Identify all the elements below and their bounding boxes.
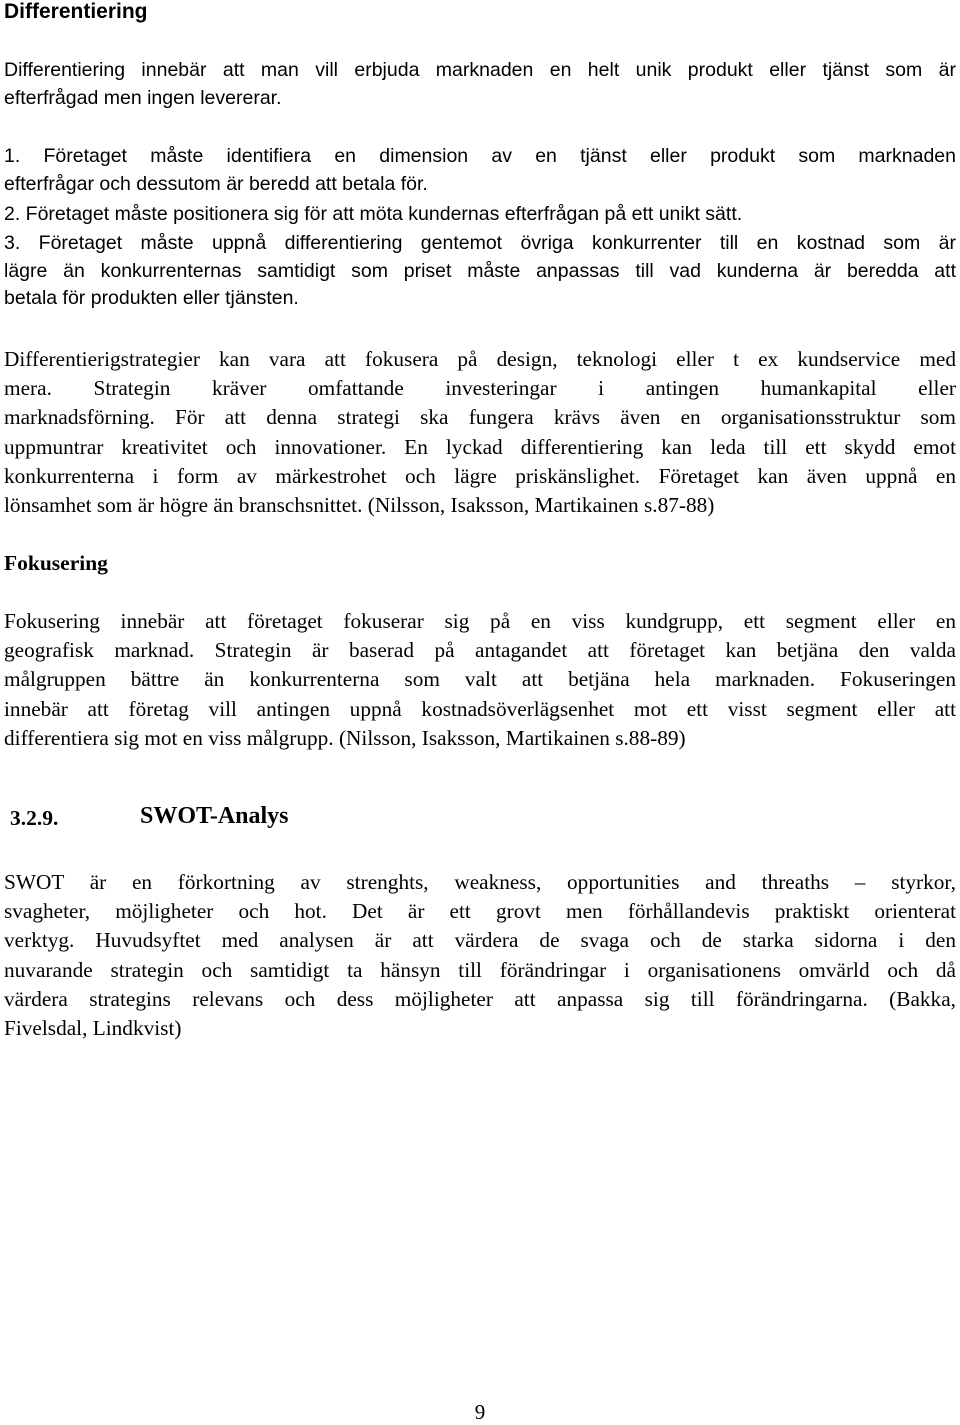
text-line: betala för produkten eller tjänsten.: [4, 287, 299, 309]
text-line: Fokusering innebär att företaget fokuserar sig på en viss kundgrupp, ett segment eller en: [4, 609, 956, 633]
swot-paragraph: [4, 868, 956, 1043]
differentiering-point-3: [4, 230, 956, 313]
text-line: geografisk marknad. Strategin är baserad på antagandet att företaget kan betjäna den valda: [4, 638, 956, 663]
text-line: Differentierigstrategier kan vara att fokusera på design, teknologi eller t ex kundservice med: [4, 347, 956, 371]
text-line: mera. Strategin kräver omfattande investeringar i antingen humankapital eller: [4, 376, 956, 401]
page-number: 9: [474, 1400, 486, 1424]
text-line: värdera strategins relevans och dess möjligheter att anpassa sig till förändringarna. (Bakka,: [4, 986, 956, 1011]
text-line: verktyg. Huvudsyftet med analysen är att värdera de svaga och de starka sidorna i den: [4, 928, 956, 953]
section-number: 3.2.9.: [10, 806, 59, 830]
text-line: 3. Företaget måste uppnå differentiering gentemot övriga konkurrenter till en kostnad som är: [4, 232, 956, 254]
differentiering-intro: [4, 57, 956, 112]
text-line: konkurrenterna i form av märkestrohet och lägre priskänslighet. Företaget kan även uppnå en: [4, 463, 956, 488]
text-line: efterfrågad men ingen levererar.: [4, 86, 282, 109]
fokusering-paragraph: [4, 607, 956, 753]
differentiering-strategy-paragraph: [4, 345, 956, 520]
text-line: Fivelsdal, Lindkvist): [4, 1016, 182, 1041]
section-heading-fokusering: Fokusering: [4, 551, 108, 575]
text-line: svagheter, möjligheter och hot. Det är ett grovt men förhållandevis praktiskt orienterat: [4, 899, 956, 924]
text-line: lägre än konkurrenternas samtidigt som priset måste anpassas till vad kunderna är beredda att: [4, 259, 956, 282]
text-line: innebär att företag vill antingen uppnå kostnadsöverlägsenhet mot ett visst segment eller att: [4, 696, 956, 721]
text-line: marknadsförning. För att denna strategi ska fungera krävs även en organisationsstruktur som: [4, 405, 956, 430]
text-line: målgruppen bättre än konkurrenterna som valt att betjäna hela marknaden. Fokuseringen: [4, 667, 956, 692]
text-line: 1. Företaget måste identifiera en dimension av en tjänst eller produkt som marknaden: [4, 145, 956, 167]
text-line: Differentiering innebär att man vill erbjuda marknaden en helt unik produkt eller tjänst som är: [4, 59, 956, 81]
text-line: differentiera sig mot en viss målgrupp. (Nilsson, Isaksson, Martikainen s.88-89): [4, 725, 686, 750]
text-line: lönsamhet som är högre än branschsnittet. (Nilsson, Isaksson, Martikainen s.87-88): [4, 493, 715, 518]
section-title-swot: SWOT-Analys: [140, 803, 289, 829]
section-heading-differentiering: Differentiering: [4, 0, 148, 23]
text-line: SWOT är en förkortning av strenghts, weakness, opportunities and threaths – styrkor,: [4, 870, 956, 894]
text-line: efterfrågar och dessutom är beredd att betala för.: [4, 172, 428, 195]
text-line: nuvarande strategin och samtidigt ta hänsyn till förändringar i organisationens omvärld och då: [4, 957, 956, 982]
text-line: 2. Företaget måste positionera sig för att möta kundernas efterfrågan på ett unikt sätt.: [4, 203, 743, 225]
differentiering-point-1: [4, 143, 956, 198]
text-line: uppmuntrar kreativitet och innovationer. En lyckad differentiering kan leda till ett skydd emot: [4, 434, 956, 459]
differentiering-point-2: [4, 201, 956, 229]
